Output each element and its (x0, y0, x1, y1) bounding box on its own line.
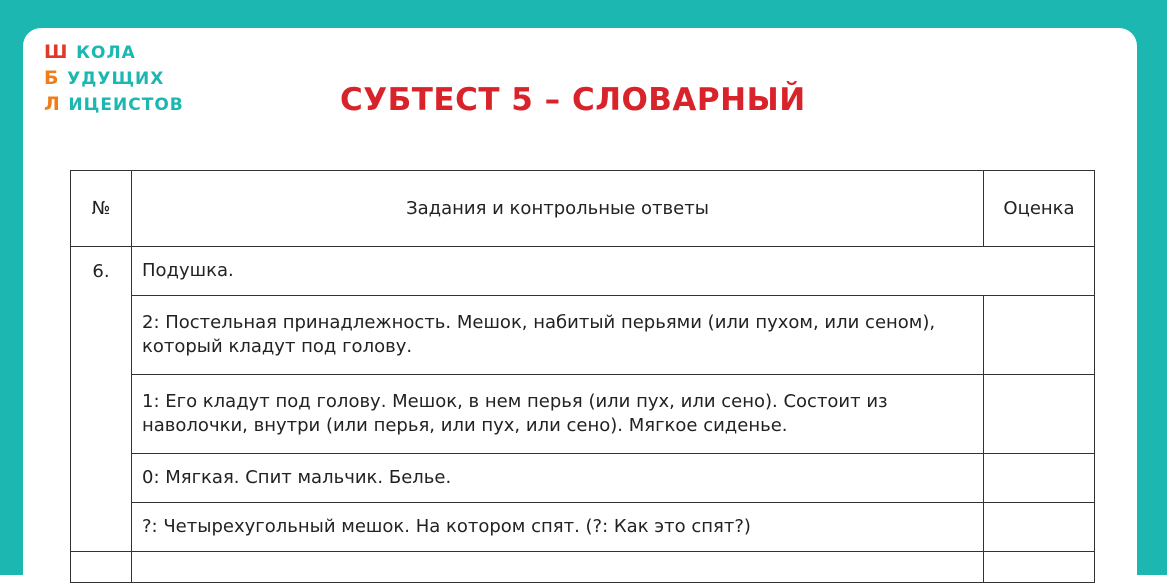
header-task: Задания и контрольные ответы (132, 171, 984, 247)
table-row (71, 375, 1095, 454)
logo-letter: Ш (44, 41, 69, 63)
header-number: № (71, 171, 132, 247)
table-row (71, 503, 1095, 552)
logo-line-1 (44, 40, 184, 66)
answer-text: ?: Четырехугольный мешок. На котором спят. (?: Как это спят?) (132, 503, 984, 552)
table-row (71, 552, 1095, 583)
item-number: 6. (71, 247, 132, 552)
school-logo (44, 40, 184, 118)
next-task-cell (132, 552, 984, 583)
table-row (71, 454, 1095, 503)
answer-text: 1: Его кладут под голову. Мешок, в нем перья (или пух, или сено). Состоит из наволочки, внутри (или перья, или пух, или сено). Мягкое сиденье. (132, 375, 984, 454)
table-row (71, 296, 1095, 375)
logo-word: КОЛА (76, 43, 136, 63)
answer-text: 0: Мягкая. Спит мальчик. Белье. (132, 454, 984, 503)
logo-letter: Л (44, 93, 61, 115)
scoring-table (70, 170, 1095, 583)
score-cell[interactable] (984, 296, 1095, 375)
answer-text: 2: Постельная принадлежность. Мешок, набитый перьями (или пухом, или сеном), который кладут под голову. (132, 296, 984, 375)
table-header-row (71, 171, 1095, 247)
next-number-cell (71, 552, 132, 583)
next-score-cell (984, 552, 1095, 583)
header-score: Оценка (984, 171, 1095, 247)
logo-line-3 (44, 92, 184, 118)
logo-line-2 (44, 66, 184, 92)
page-title: СУБТЕСТ 5 – СЛОВАРНЫЙ (340, 82, 806, 118)
logo-letter: Б (44, 67, 60, 89)
score-cell[interactable] (984, 454, 1095, 503)
logo-word: УДУЩИХ (67, 69, 165, 89)
score-cell[interactable] (984, 503, 1095, 552)
logo-word: ИЦЕИСТОВ (68, 95, 184, 115)
score-cell[interactable] (984, 375, 1095, 454)
table-row (71, 247, 1095, 296)
item-word: Подушка. (132, 247, 1095, 296)
